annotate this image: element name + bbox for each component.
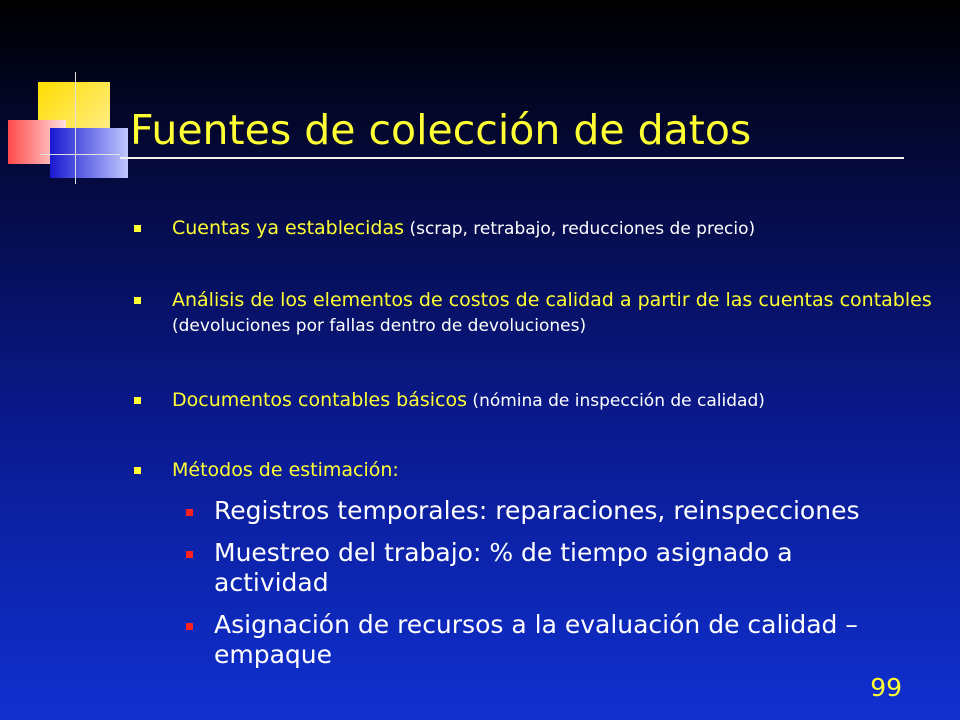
bullet-square-icon: [134, 467, 141, 474]
sub-bullet-text: Registros temporales: reparaciones, reinspecciones: [214, 496, 860, 525]
bullet-detail: (devoluciones por fallas dentro de devoluciones): [172, 316, 587, 336]
sub-bullet-item: [186, 610, 902, 670]
bullet-item: [134, 388, 960, 413]
bullet-text: Análisis de los elementos de costos de calidad a partir de las cuentas contables: [172, 289, 932, 311]
sub-bullet-list: [186, 496, 902, 682]
bullet-item: [134, 288, 960, 338]
sub-bullet-text: Muestreo del trabajo: % de tiempo asignado a actividad: [214, 538, 793, 597]
bullet-square-icon: [134, 397, 141, 404]
red-bullet-icon: [186, 509, 193, 516]
sub-bullet-item: [186, 538, 902, 598]
red-bullet-icon: [186, 551, 193, 558]
sub-bullet-text: Asignación de recursos a la evaluación de calidad – empaque: [214, 610, 858, 669]
slide-title: Fuentes de colección de datos: [130, 106, 752, 154]
sub-bullet-item: [186, 496, 902, 526]
bullet-text: Cuentas ya establecidas: [172, 217, 405, 239]
bullet-detail: (nómina de inspección de calidad): [467, 391, 765, 411]
bullet-square-icon: [134, 225, 141, 232]
bullet-detail: (scrap, retrabajo, reducciones de precio): [404, 219, 756, 239]
bullet-text: Métodos de estimación:: [172, 459, 399, 481]
decor-horizontal-line: [40, 154, 120, 155]
decor-blue-square: [50, 128, 128, 178]
bullet-item: [134, 458, 960, 483]
red-bullet-icon: [186, 623, 193, 630]
title-underline: [120, 157, 904, 159]
bullet-square-icon: [134, 297, 141, 304]
bullet-text: Documentos contables básicos: [172, 389, 468, 411]
page-number: 99: [870, 673, 902, 702]
bullet-item: [134, 216, 960, 241]
decor-vertical-line: [75, 72, 76, 184]
